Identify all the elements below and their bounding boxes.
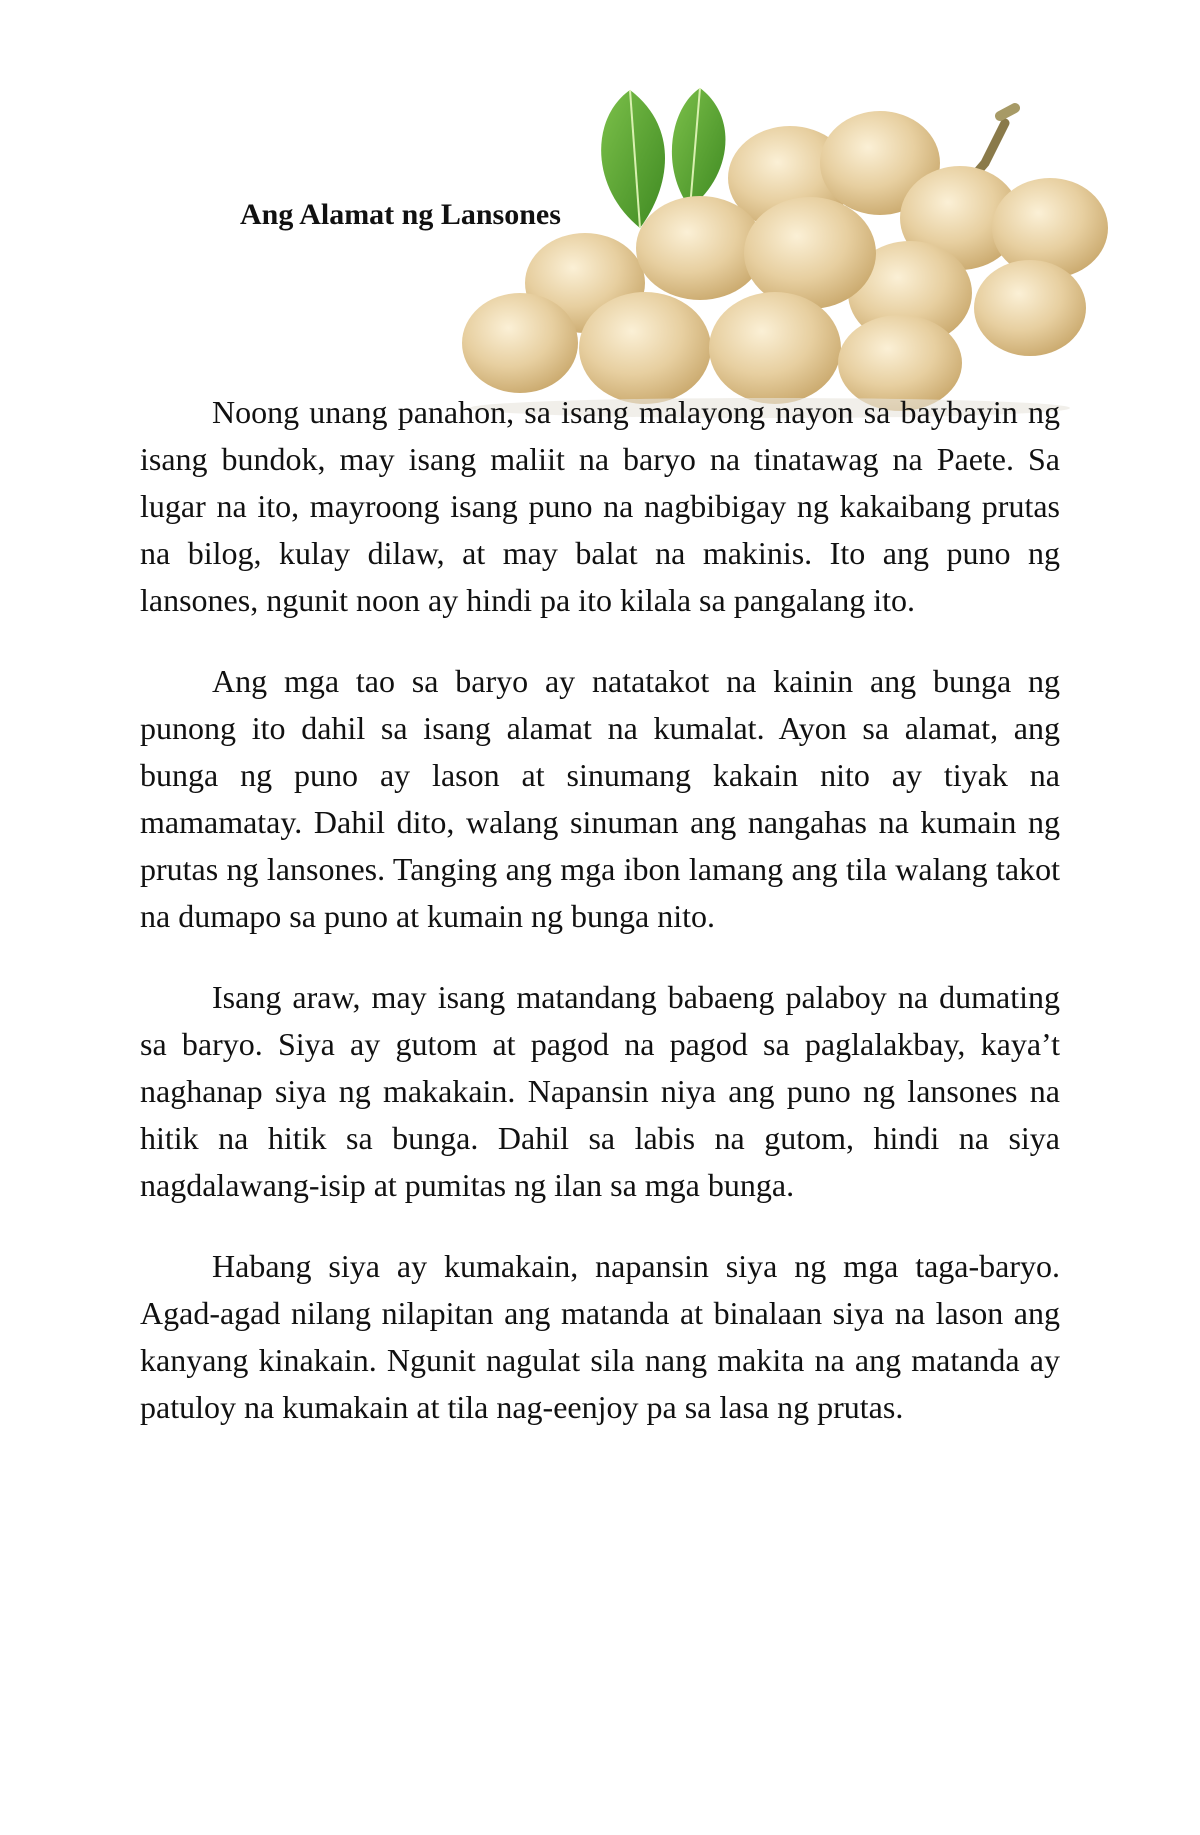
paragraph-3: Isang araw, may isang matandang babaeng palaboy na dumating sa baryo. Siya ay gutom at pagod na pagod sa paglalakbay, kaya’t naghanap siya ng makakain. Napansin niya ang puno ng lansones na hitik na hitik sa bunga. Dahil sa labis na gutom, hindi na siya nagdalawang-isip at pumitas ng ilan sa mga bunga. xyxy=(140,979,1060,1203)
document-title: Ang Alamat ng Lansones xyxy=(240,198,561,231)
paragraph-2: Ang mga tao sa baryo ay natatakot na kainin ang bunga ng punong ito dahil sa isang alamat na kumalat. Ayon sa alamat, ang bunga ng puno ay lason at sinumang kakain nito ay tiyak na mamamatay. Dahil dito, walang sinuman ang nangahas na kumain ng prutas ng lansones. Tanging ang mga ibon lamang ang tila walang takot na dumapo sa puno at kumain ng bunga nito. xyxy=(140,663,1060,934)
story-body xyxy=(140,389,1060,1465)
paragraph-1: Noong unang panahon, sa isang malayong nayon sa baybayin ng isang bundok, may isang maliit na baryo na tinatawag na Paete. Sa lugar na ito, mayroong isang puno na nagbibigay ng kakaibang prutas na bilog, kulay dilaw, at may balat na makinis. Ito ang puno ng lansones, ngunit noon ay hindi pa ito kilala sa pangalang ito. xyxy=(140,394,1060,618)
lansones-fruit-icon xyxy=(440,78,1120,418)
paragraph-4: Habang siya ay kumakain, napansin siya ng mga taga-baryo. Agad-agad nilang nilapitan ang matanda at binalaan siya na lason ang kanyang kinakain. Ngunit nagulat sila nang makita na ang matanda ay patuloy na kumakain at tila nag-eenjoy pa sa lasa ng prutas. xyxy=(140,1248,1060,1425)
